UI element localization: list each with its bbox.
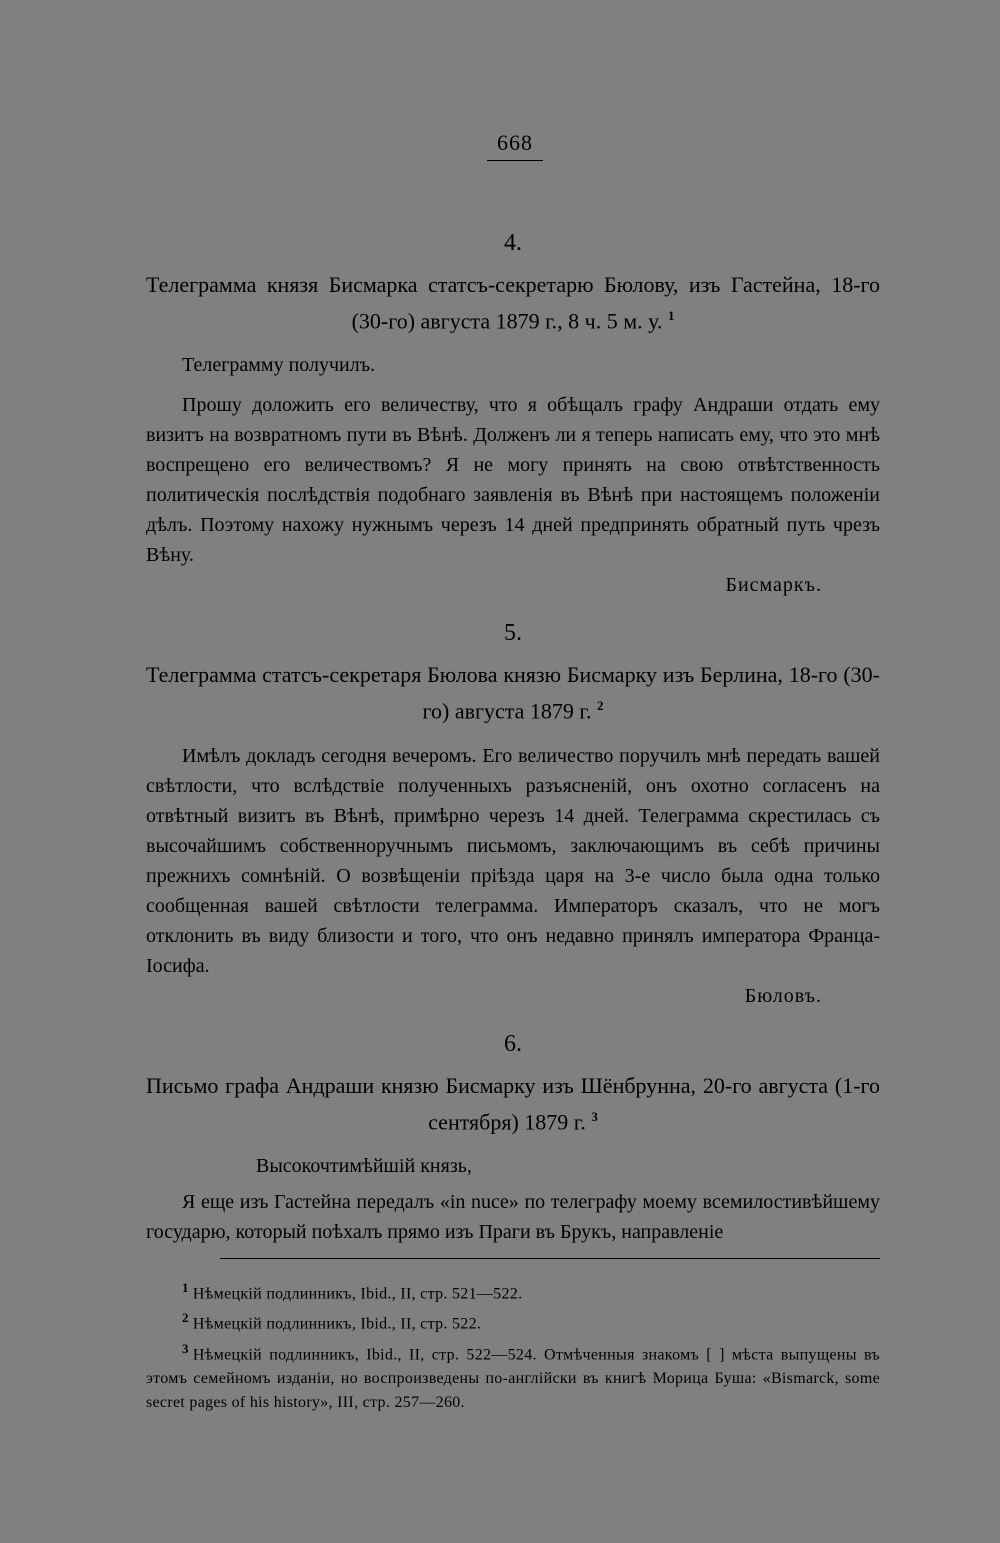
section-4 xyxy=(146,230,880,600)
paragraph: Телеграмму получилъ. xyxy=(182,354,376,377)
signature: Бисмаркъ. xyxy=(725,574,822,597)
footnote xyxy=(146,1337,880,1415)
section-number: 4. xyxy=(504,230,522,256)
paragraph: Я еще изъ Гастейна передалъ «in nuce» по телеграфу моему всемилостивѣйшему государю, который поѣхалъ прямо изъ Праги въ Брукъ, направленіе xyxy=(146,1190,880,1243)
footnotes xyxy=(146,1276,880,1415)
footnote-ref: 1 xyxy=(667,308,675,323)
footnote-mark: 3 xyxy=(182,1340,189,1356)
section-heading: Телеграмма статсъ-секретаря Бюлова князю Бисмарку изъ Берлина, 18-го (30-го) августа 1879 г. $^2$ xyxy=(146,662,880,724)
footnote-text: Нѣмецкій подлинникъ, Ibid., II, стр. 522. xyxy=(192,1315,482,1333)
footnote-divider xyxy=(220,1258,880,1259)
section-heading: Письмо графа Андраши князю Бисмарку изъ Шёнбрунна, 20-го августа (1-го сентября) 1879 г. $^3$ xyxy=(146,1072,880,1134)
section-6 xyxy=(146,1031,880,1247)
page-number-container xyxy=(0,130,1000,161)
footnote-mark: 2 xyxy=(182,1310,189,1326)
footnote xyxy=(146,1306,880,1336)
section-number: 5. xyxy=(504,620,522,647)
salutation: Высокочтимѣйшій князь, xyxy=(256,1154,472,1177)
footnote-text: Нѣмецкій подлинникъ, Ibid., II, стр. 522—524. Отмѣченныя знакомъ [ ] мѣста выпущены въ этомъ семейномъ изданіи, но воспроизведены по-англійски въ книгѣ Морица Буша: «Bismarck, some secret pages of his history», III, стр. 257—260. xyxy=(146,1345,880,1411)
section-heading: Телеграмма князя Бисмарка статсъ-секретарю Бюлову, изъ Гастейна, 18-го (30-го) августа 1879 г., 8 ч. 5 м. у. $^1$ xyxy=(146,272,880,334)
footnote xyxy=(146,1276,880,1306)
footnote-mark: 1 xyxy=(182,1280,189,1295)
signature: Бюловъ. xyxy=(744,984,822,1007)
section-5 xyxy=(146,620,880,1010)
main-content xyxy=(146,220,880,1247)
footnote-text: Нѣмецкій подлинникъ, Ibid., II, стр. 521—522. xyxy=(192,1285,523,1303)
section-number: 6. xyxy=(504,1030,522,1057)
paragraph: Имѣлъ докладъ сегодня вечеромъ. Его величество поручилъ мнѣ передать вашей свѣтлости, что вслѣдствіе полученныхъ разъясненій, онъ охотно согласенъ на отвѣтный визитъ въ Вѣнѣ, примѣрно черезъ 14 дней. Телеграмма скрестилась съ высочайшимъ собственноручнымъ письмомъ, заключающимъ въ себѣ причины прежнихъ сомнѣній. О возвѣщеніи пріѣзда царя на 3-е число была одна только сообщенная вашей свѣтлости телеграмма. Императоръ сказалъ, что не могъ отклонить въ виду близости и того, что онъ недавно принялъ императора Франца-Іосифа. xyxy=(146,744,880,977)
footnote-ref: 2 xyxy=(596,698,604,714)
page-number: 668 xyxy=(487,130,543,161)
paragraph: Прошу доложить его величеству, что я обѣщалъ графу Андраши отдать ему визитъ на возвратномъ пути въ Вѣнѣ. Долженъ ли я теперь написать ему, что это мнѣ воспрещено его величествомъ? Я не могу принять на свою отвѣтственность политическія послѣдствія подобнаго заявленія въ Вѣнѣ при настоящемъ положеніи дѣлъ. Поэтому нахожу нужнымъ черезъ 14 дней предпринять обратный путь чрезъ Вѣну. xyxy=(146,394,880,567)
footnote-ref: 3 xyxy=(591,1108,598,1124)
